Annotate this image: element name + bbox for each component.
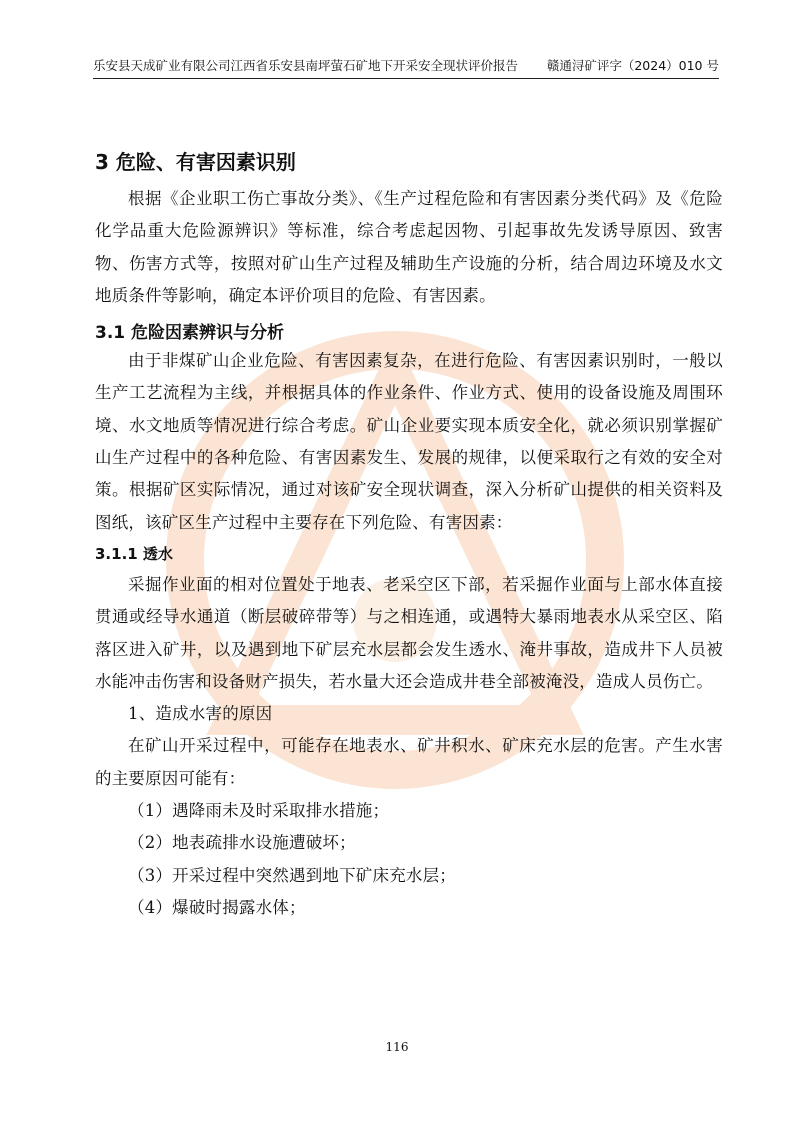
page-header [93,56,719,79]
header-document-number: 赣通浔矿评字（2024）010 号 [546,58,719,73]
cause-list-item: （1）遇降雨未及时采取排水措施； [128,801,390,821]
cause-list-item: （2）地表疏排水设施遭破坏； [128,833,356,853]
cause-list-item: （4）爆破时揭露水体； [128,897,306,917]
header-report-title: 乐安县天成矿业有限公司江西省乐安县南坪萤石矿地下开采安全现状评价报告 [93,58,519,73]
causes-intro-paragraph: 在矿山开采过程中，可能存在地表水、矿井积水、矿床充水层的危害。产生水害的主要原因可能有： [95,736,723,788]
page-number: 116 [385,1040,409,1054]
section-intro-paragraph: 根据《企业职工伤亡事故分类》、《生产过程危险和有害因素分类代码》及《危险化学品重大危险源辨识》等标准，综合考虑起因物、引起事故先发诱导原因、致害物、伤害方式等，按照对矿山生产过程及辅助生产设施的分析，结合周边环境及水文地质条件等影响，确定本评价项目的危险、有害因素。 [95,189,723,305]
cause-list-item: （3）开采过程中突然遇到地下矿床充水层； [128,865,456,885]
subsection-body-paragraph: 由于非煤矿山企业危险、有害因素复杂，在进行危险、有害因素识别时，一般以生产工艺流程为主线，并根据具体的作业条件、作业方式、使用的设备设施及周围环境、水文地质等情况进行综合考虑。矿山企业要实现本质安全化，就必须识别掌握矿山生产过程中的各种危险、有害因素发生、发展的规律，以便采取行之有效的安全对策。根据矿区实际情况，通过对该矿安全现状调查，深入分析矿山提供的相关资料及图纸，该矿区生产过程中主要存在下列危险、有害因素： [95,351,723,532]
causes-heading: 1、造成水害的原因 [128,704,273,724]
section-title: 3 危险、有害因素识别 [95,150,296,174]
subsubsection-body-paragraph: 采掘作业面的相对位置处于地表、老采空区下部，若采掘作业面与上部水体直接贯通或经导水通道（断层破碎带等）与之相连通，或遇特大暴雨地表水从采空区、陷落区进入矿井，以及遇到地下矿层充水层都会发生透水、淹井事故，造成井下人员被水能冲击伤害和设备财产损失，若水量大还会造成井巷全部被淹没，造成人员伤亡。 [95,574,723,691]
subsubsection-title: 3.1.1 透水 [95,544,173,563]
page-content [95,146,723,924]
subsection-title: 3.1 危险因素辨识与分析 [95,323,285,344]
